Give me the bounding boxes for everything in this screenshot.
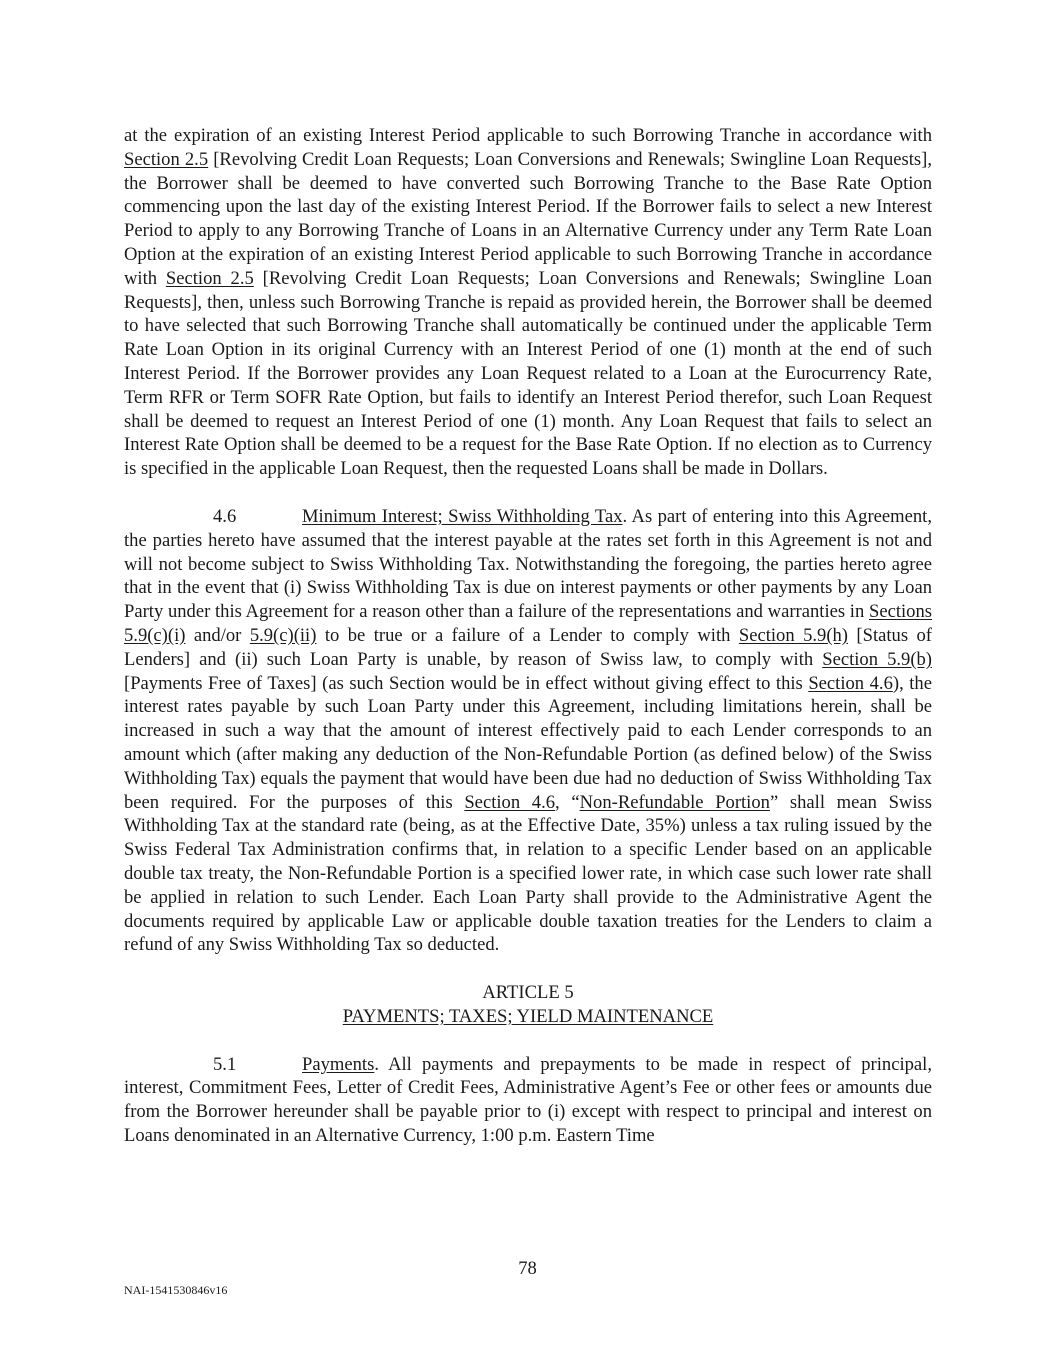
paragraph-text: ), the interest rates payable by such Loan Party under this Agreement, including limitations herein, shall be increased in such a way that the amount of interest effectively paid to each Lender corresponds to an amount which (after making any deduction of the Non-Refundable Portion (as defined below) of the Swiss Withholding Tax) equals the payment that would have been due had no deduction of Swiss Withholding Tax been required. For the purposes of this xyxy=(124,672,932,813)
paragraph-text: [Revolving Credit Loan Requests; Loan Conversions and Renewals; Swingline Loan Requests], the Borrower shall be deemed to have converted such Borrowing Tranche to the Base Rate Option commencing upon the last day of the existing Interest Period. If the Borrower fails to select a new Interest Period to apply to any Borrowing Tranche of Loans in an Alternative Currency under any Term Rate Loan Option at the expiration of an existing Interest Period applicable to such Borrowing Tranche in accordance with xyxy=(124,148,932,289)
document-id: NAI-1541530846v16 xyxy=(124,1283,228,1297)
paragraph-text: [Status of Lenders] and (ii) such Loan Party is unable, by reason of Swiss law, to comply with xyxy=(124,624,932,670)
section-title: Minimum Interest; Swiss Withholding Tax xyxy=(302,505,623,527)
section-reference: Sections 5.9(c)(i) xyxy=(124,601,932,646)
section-reference: Section 5.9(b) xyxy=(822,648,932,670)
paragraph-text: ” shall mean Swiss Withholding Tax at the standard rate (being, as at the Effective Date, 35%) unless a tax ruling issued by the Swiss Federal Tax Administration confirms that, in relation to a specific Lender based on an applicable double tax treaty, the Non-Refundable Portion is a specified lower rate, in which case such lower rate shall be applied in relation to such Lender. Each Loan Party shall provide to the Administrative Agent the documents required by applicable Law or applicable double taxation treaties for the Lenders to claim a refund of any Swiss Withholding Tax so deducted. xyxy=(124,791,932,956)
paragraph-text: . All payments and prepayments to be made in respect of principal, interest, Commitment Fees, Letter of Credit Fees, Administrative Agent’s Fee or other fees or amounts due from the Borrower hereunder shall be payable prior to (i) except with respect to principal and interest on Loans denominated in an Alternative Currency, 1:00 p.m. Eastern Time xyxy=(124,1053,932,1147)
paragraph-text: to be true or a failure of a Lender to comply with xyxy=(316,624,739,646)
section-5-1-paragraph xyxy=(124,1053,932,1148)
paragraph-text: and/or xyxy=(185,624,250,646)
paragraph-text: . As part of entering into this Agreement, the parties hereto have assumed that the interest payable at the rates set forth in this Agreement is not and will not become subject to Swiss Withholding Tax. Notwithstanding the foregoing, the parties hereto agree that in the event that (i) Swiss Withholding Tax is due on interest payments or other payments by any Loan Party under this Agreement for a reason other than a failure of the representations and warranties in xyxy=(124,505,932,623)
section-reference: 5.9(c)(ii) xyxy=(249,624,317,646)
section-number: 5.1 xyxy=(213,1053,237,1075)
paragraph-text: [Revolving Credit Loan Requests; Loan Conversions and Renewals; Swingline Loan Requests], then, unless such Borrowing Tranche is repaid as provided herein, the Borrower shall be deemed to have selected that such Borrowing Tranche shall automatically be continued under the applicable Term Rate Loan Option in its original Currency with an Interest Period of one (1) month at the end of such Interest Period. If the Borrower provides any Loan Request related to a Loan at the Eurocurrency Rate, Term RFR or Term SOFR Rate Option, but fails to identify an Interest Period therefor, such Loan Request shall be deemed to request an Interest Period of one (1) month. Any Loan Request that fails to select an Interest Rate Option shall be deemed to be a request for the Base Rate Option. If no election as to Currency is specified in the applicable Loan Request, then the requested Loans shall be made in Dollars. xyxy=(124,267,932,480)
section-reference: Section 2.5 xyxy=(165,267,254,289)
continuation-paragraph xyxy=(124,124,932,481)
defined-term: Non-Refundable Portion xyxy=(579,791,770,813)
section-title: Payments xyxy=(302,1053,375,1075)
article-title-text: PAYMENTS; TAXES; YIELD MAINTENANCE xyxy=(342,1005,714,1027)
section-reference: Section 4.6 xyxy=(464,791,556,813)
paragraph-text: , “ xyxy=(555,791,580,813)
section-number: 4.6 xyxy=(213,505,237,527)
page-number: 78 xyxy=(518,1258,537,1279)
paragraph-text: [Payments Free of Taxes] (as such Section would be in effect without giving effect to this xyxy=(124,672,809,694)
section-reference: Section 2.5 xyxy=(124,148,209,170)
document-page xyxy=(124,124,932,1148)
section-reference: Section 4.6 xyxy=(808,672,893,694)
paragraph-text: at the expiration of an existing Interest Period applicable to such Borrowing Tranche in accordance with xyxy=(124,125,932,146)
article-label: ARTICLE 5 xyxy=(482,982,574,1004)
section-4-6-paragraph xyxy=(124,505,932,957)
section-reference: Section 5.9(h) xyxy=(738,624,848,646)
article-title xyxy=(124,1005,932,1029)
